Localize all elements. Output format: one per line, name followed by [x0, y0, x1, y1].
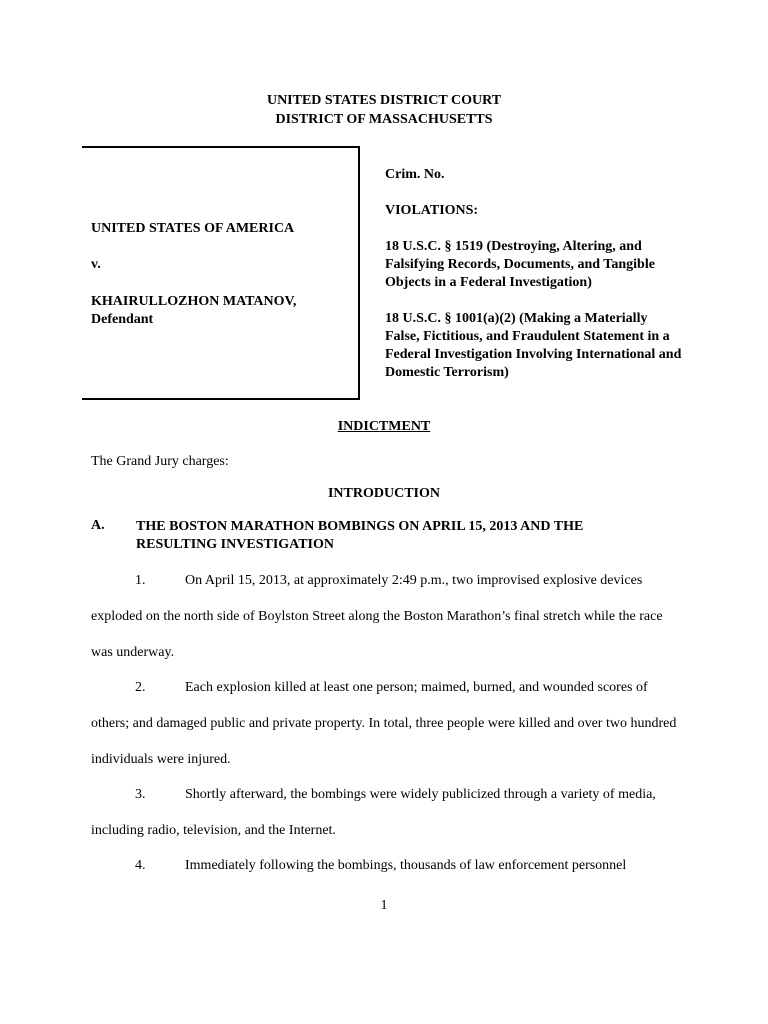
document-title: INDICTMENT — [337, 419, 431, 434]
defendant-name: KHAIRULLOZHON MATANOV, — [91, 294, 297, 309]
section-heading: INTRODUCTION — [327, 486, 440, 501]
paragraph — [91, 848, 681, 884]
paragraph-number: 1. — [135, 573, 146, 588]
violation-2: 18 U.S.C. § 1001(a)(2) (Making a Materially False, Fictitious, and Fraudulent Statement in a Federal Investigation Involving International and Domestic Terrorism) — [385, 311, 682, 380]
paragraph — [91, 670, 681, 778]
paragraph-number: 3. — [135, 787, 146, 802]
case-caption-box — [82, 146, 360, 400]
paragraph — [91, 777, 681, 849]
grand-jury-line: The Grand Jury charges: — [91, 454, 229, 469]
paragraph-number: 4. — [135, 858, 146, 873]
paragraph-text: Each explosion killed at least one person; maimed, burned, and wounded scores of others; and damaged public and private property. In total, three people were killed and over two hundred individuals were injured. — [91, 680, 677, 767]
violation-1: 18 U.S.C. § 1519 (Destroying, Altering, and Falsifying Records, Documents, and Tangible Objects in a Federal Investigation) — [385, 239, 655, 290]
defendant-block — [91, 293, 351, 329]
paragraph-text: Immediately following the bombings, thousands of law enforcement personnel — [185, 858, 627, 873]
court-district: DISTRICT OF MASSACHUSETTS — [275, 112, 493, 127]
defendant-label: Defendant — [91, 312, 154, 327]
court-name: UNITED STATES DISTRICT COURT — [266, 93, 502, 108]
page-number: 1 — [380, 898, 388, 913]
paragraph — [91, 563, 681, 671]
subsection-title: THE BOSTON MARATHON BOMBINGS ON APRIL 15, 2013 AND THE RESULTING INVESTIGATION — [136, 519, 584, 552]
crim-no-label: Crim. No. — [385, 167, 445, 182]
paragraph-text: On April 15, 2013, at approximately 2:49 p.m., two improvised explosive devices exploded on the north side of Boylston Street along the Boston Marathon’s final stretch while the race was underway. — [91, 573, 663, 660]
versus-label: v. — [91, 257, 101, 272]
paragraph-text: Shortly afterward, the bombings were widely publicized through a variety of media, including radio, television, and the Internet. — [91, 787, 656, 838]
subsection-letter: A. — [91, 518, 105, 533]
violations-label: VIOLATIONS: — [385, 203, 479, 218]
plaintiff-name: UNITED STATES OF AMERICA — [91, 221, 295, 236]
paragraph-number: 2. — [135, 680, 146, 695]
